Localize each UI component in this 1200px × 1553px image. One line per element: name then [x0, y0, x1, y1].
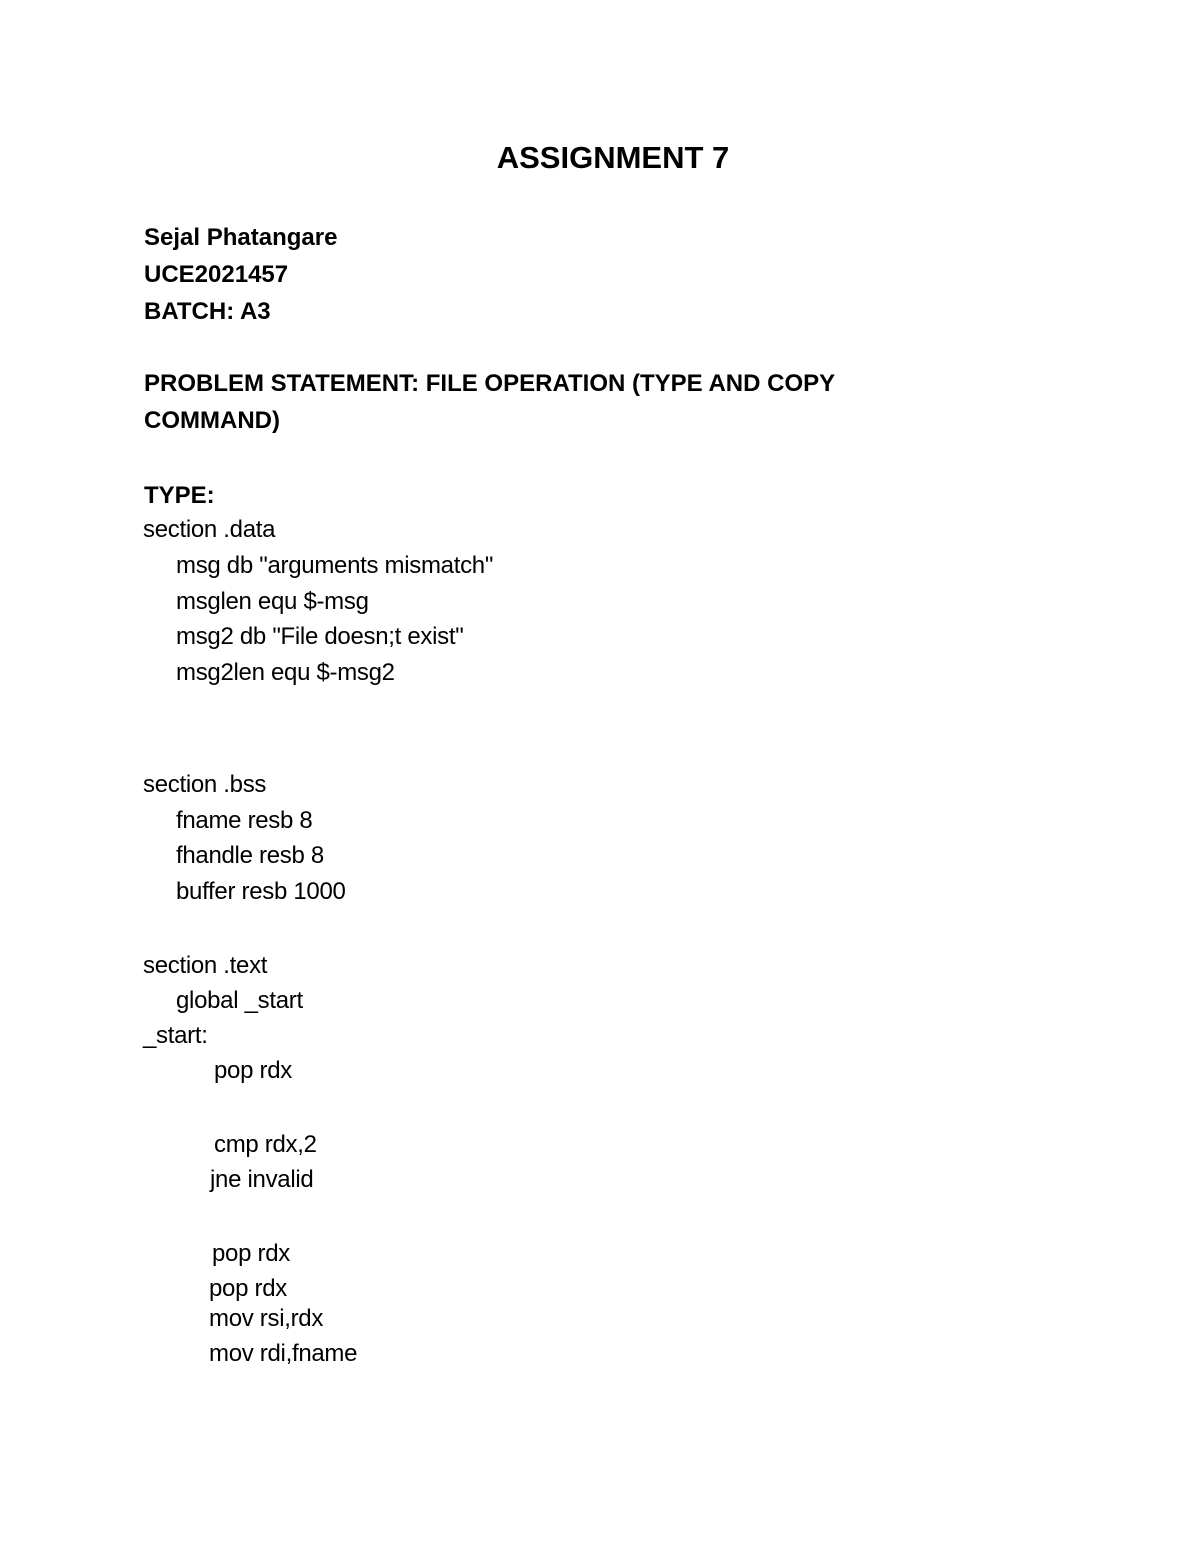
assignment-title: ASSIGNMENT 7 [496, 140, 730, 175]
code-line: msglen equ $-msg [176, 588, 369, 615]
code-line: msg db "arguments mismatch" [176, 552, 494, 579]
code-line: pop rdx [214, 1057, 292, 1084]
code-line: section .text [143, 952, 268, 979]
problem-statement-line-2: COMMAND) [144, 407, 280, 434]
code-line: buffer resb 1000 [176, 878, 346, 905]
code-line: section .bss [143, 771, 267, 798]
code-line: jne invalid [210, 1166, 314, 1193]
code-line: global _start [176, 987, 303, 1014]
student-id: UCE2021457 [144, 261, 289, 288]
type-heading: TYPE: [144, 482, 215, 509]
code-line: _start: [143, 1022, 208, 1049]
code-line: pop rdx [212, 1240, 290, 1267]
code-line: section .data [143, 516, 276, 543]
code-line: fname resb 8 [176, 807, 313, 834]
student-batch: BATCH: A3 [144, 298, 271, 325]
code-line: cmp rdx,2 [214, 1131, 317, 1158]
code-line: msg2len equ $-msg2 [176, 659, 395, 686]
problem-statement-line-1: PROBLEM STATEMENT: FILE OPERATION (TYPE AND COPY [144, 370, 836, 397]
student-name: Sejal Phatangare [144, 224, 338, 251]
code-line: pop rdx [209, 1275, 287, 1302]
code-line: msg2 db "File doesn;t exist" [176, 623, 464, 650]
code-line: mov rsi,rdx [209, 1305, 324, 1332]
code-line: fhandle resb 8 [176, 842, 324, 869]
code-line: mov rdi,fname [209, 1340, 358, 1367]
